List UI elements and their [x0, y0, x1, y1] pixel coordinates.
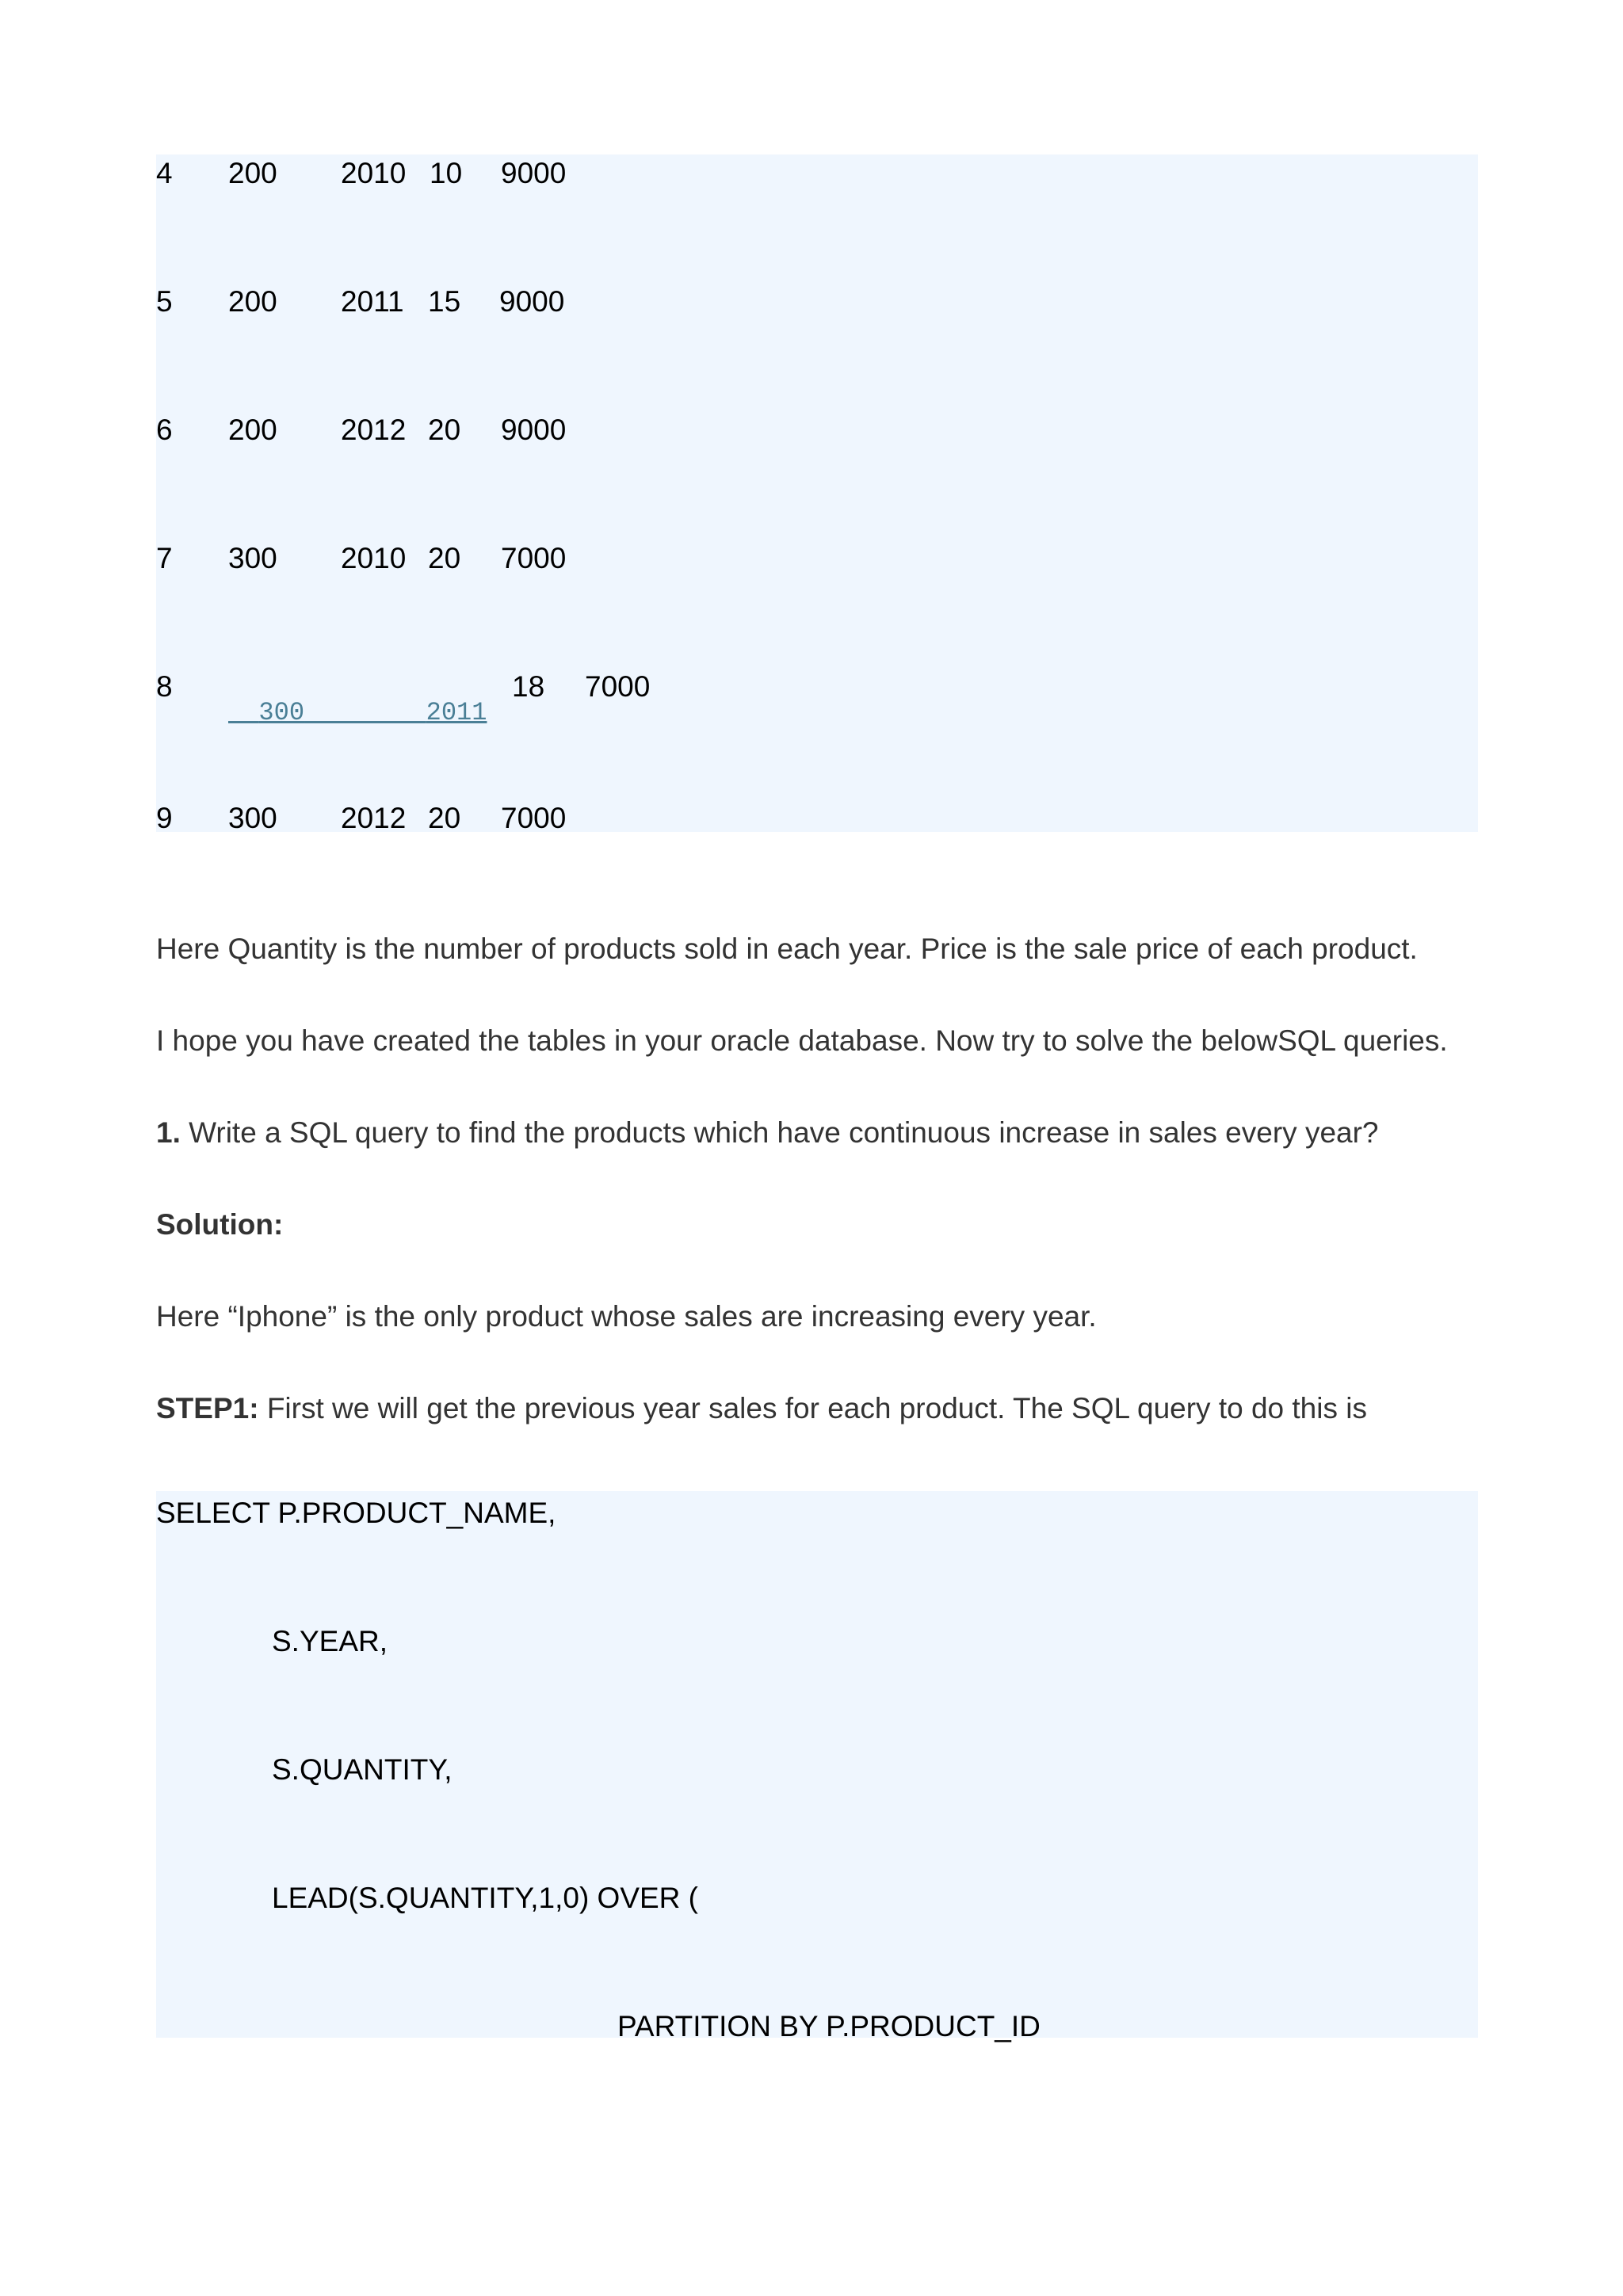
table-cell-sale-id: 7 [156, 542, 173, 574]
table-cell-price: 7000 [585, 670, 651, 703]
table-cell-product-id: 200 [228, 285, 277, 318]
table-cell-year: 2010 [341, 157, 407, 189]
sql-line-year: S.YEAR, [272, 1625, 388, 1657]
solution-label: Solution: [156, 1208, 284, 1241]
solution-heading [156, 1207, 283, 1242]
table-cell-sale-id: 8 [156, 670, 173, 703]
table-cell-sale-id: 6 [156, 414, 173, 446]
table-cell-quantity: 20 [428, 802, 461, 834]
hope-note-paragraph: I hope you have created the tables in your oracle database. Now try to solve the belowSQL queries. [156, 1024, 1448, 1057]
question-1-paragraph [156, 1116, 1379, 1150]
table-cell-price: 9000 [499, 285, 565, 318]
table-cell-price: 9000 [501, 414, 567, 446]
table-cell-quantity: 20 [428, 542, 461, 574]
sql-line-partition: PARTITION BY P.PRODUCT_ID [617, 2010, 1041, 2042]
question-number: 1. [156, 1116, 181, 1149]
table-cell-sale-id: 4 [156, 157, 173, 189]
step1-paragraph [156, 1391, 1367, 1426]
table-cell-quantity: 10 [430, 157, 463, 189]
table-cell-product-id: 200 [228, 157, 277, 189]
table-cell-year: 2010 [341, 542, 407, 574]
table-cell-quantity: 18 [512, 670, 545, 703]
table-cell-product-id: 300 [228, 542, 277, 574]
table-cell-price: 7000 [501, 542, 567, 574]
quantity-note-paragraph: Here Quantity is the number of products sold in each year. Price is the sale price of each product. [156, 933, 1418, 965]
sales-table-block [156, 154, 1478, 832]
table-cell-product-id: 200 [228, 414, 277, 446]
linked-product-year[interactable] [228, 673, 487, 727]
table-cell-quantity: 15 [428, 285, 461, 318]
sql-line-select: SELECT P.PRODUCT_NAME, [156, 1497, 556, 1529]
sql-line-quantity: S.QUANTITY, [272, 1753, 453, 1786]
question-text: Write a SQL query to find the products which have continuous increase in sales every year? [180, 1116, 1379, 1149]
table-cell-year: 2012 [341, 802, 407, 834]
table-cell-year: 2011 [426, 698, 487, 727]
step1-text: First we will get the previous year sales for each product. The SQL query to do this is [258, 1392, 1367, 1425]
table-cell-product-id: 300 [228, 802, 277, 834]
sql-line-lead: LEAD(S.QUANTITY,1,0) OVER ( [272, 1882, 698, 1914]
table-cell-sale-id: 5 [156, 285, 173, 318]
table-cell-quantity: 20 [428, 414, 461, 446]
table-cell-price: 7000 [501, 802, 567, 834]
table-cell-year: 2012 [341, 414, 407, 446]
table-cell-product-id: 300 [258, 698, 305, 727]
table-cell-price: 9000 [501, 157, 567, 189]
table-cell-year: 2011 [341, 285, 404, 318]
table-cell-sale-id: 9 [156, 802, 173, 834]
iphone-note-paragraph: Here “Iphone” is the only product whose sales are increasing every year. [156, 1300, 1097, 1333]
step1-label: STEP1: [156, 1392, 259, 1425]
